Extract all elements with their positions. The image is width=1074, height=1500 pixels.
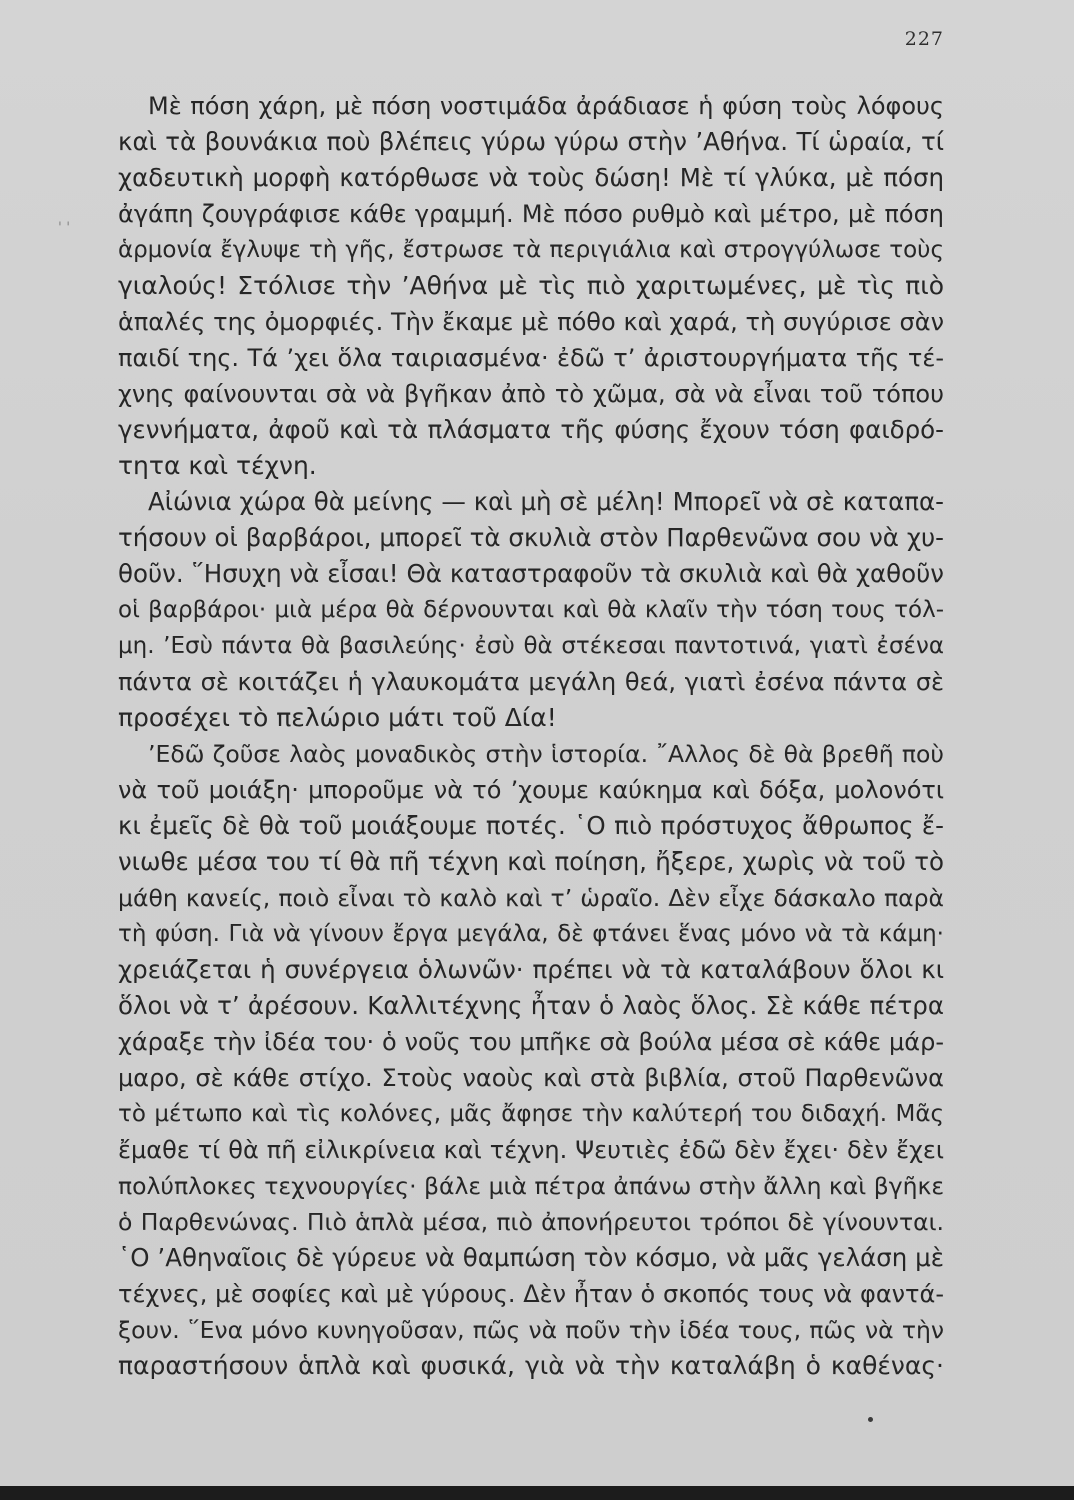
scan-edge-band [0, 1486, 1074, 1500]
text-line: ὅλοι νὰ τ’ ἀρέσουν. Καλλιτέχνης ἦταν ὁ λαὸς ὅλος. Σὲ κάθε πέτρα [118, 991, 944, 1020]
text-line: προσέχει τὸ πελώριο μάτι τοῦ Δία! [118, 703, 557, 732]
ink-dot [868, 1417, 873, 1422]
text-line: μαρο, σὲ κάθε στίχο. Στοὺς ναοὺς καὶ στὰ βιβλία, στοῦ Παρθενῶνα [118, 1064, 944, 1092]
page-number: 227 [904, 28, 944, 50]
text-line: ὁ Παρθενώνας. Πιὸ ἁπλὰ μέσα, πιὸ ἀπονήρευτοι τρόποι δὲ γίνουνται. [118, 1208, 944, 1236]
text-line: χρειάζεται ἡ συνέργεια ὁλωνῶν· πρέπει νὰ τὰ καταλάβουν ὅλοι κι [118, 955, 944, 984]
text-line: ἔμαθε τί θὰ πῆ εἰλικρίνεια καὶ τέχνη. Ψευτιὲς ἐδῶ δὲν ἔχει· δὲν ἔχει [118, 1136, 944, 1164]
text-line: παραστήσουν ἁπλὰ καὶ φυσικά, γιὰ νὰ τὴν καταλάβη ὁ καθένας· [118, 1351, 944, 1380]
text-line: γεννήματα, ἀφοῦ καὶ τὰ πλάσματα τῆς φύσης ἔχουν τόση φαιδρό- [118, 415, 944, 444]
text-line: ἁρμονία ἔγλυψε τὴ γῆς, ἔστρωσε τὰ περιγιάλια καὶ στρογγύλωσε τοὺς [118, 237, 944, 263]
text-line: χαδευτικὴ μορφὴ κατόρθωσε νὰ τοὺς δώση! Μὲ τί γλύκα, μὲ πόση [118, 163, 944, 192]
text-line: πολύπλοκες τεχνουργίες· βάλε μιὰ πέτρα ἀπάνω στὴν ἄλλη καὶ βγῆκε [118, 1172, 945, 1200]
margin-mark: ' ' [58, 220, 71, 236]
text-line: χάραξε τὴν ἰδέα του· ὁ νοῦς του μπῆκε σὰ βούλα μέσα σὲ κάθε μάρ- [118, 1028, 944, 1056]
text-line: οἱ βαρβάροι· μιὰ μέρα θὰ δέρνουνται καὶ θὰ κλαῖν τὴν τόση τους τόλ- [118, 597, 944, 623]
text-line: θοῦν. ῞Ησυχη νὰ εἶσαι! Θὰ καταστραφοῦν τὰ σκυλιὰ καὶ θὰ χαθοῦν [118, 559, 944, 588]
text-line: ξουν. ῞Ενα μόνο κυνηγοῦσαν, πῶς νὰ ποῦν τὴν ἰδέα τους, πῶς νὰ τὴν [118, 1316, 944, 1344]
text-line: τήσουν οἱ βαρβάροι, μπορεῖ τὰ σκυλιὰ στὸν Παρθενῶνα σου νὰ χυ- [118, 523, 944, 552]
text-line: ἁπαλές της ὀμορφιές. Τὴν ἔκαμε μὲ πόθο καὶ χαρά, τὴ συγύρισε σὰν [118, 308, 944, 336]
text-line: τὴ φύση. Γιὰ νὰ γίνουν ἔργα μεγάλα, δὲ φτάνει ἕνας μόνο νὰ τὰ κάμη· [118, 921, 944, 947]
text-line: νιωθε μέσα του τί θὰ πῆ τέχνη καὶ ποίηση, ἤξερε, χωρὶς νὰ τοῦ τὸ [118, 847, 944, 876]
text-line: πάντα σὲ κοιτάζει ἡ γλαυκομάτα μεγάλη θεά, γιατὶ ἐσένα πάντα σὲ [118, 668, 944, 696]
text-line: ῾Ο ’Αθηναῖοις δὲ γύρευε νὰ θαμπώση τὸν κόσμο, νὰ μᾶς γελάση μὲ [118, 1243, 944, 1272]
text-line: τὸ μέτωπο καὶ τὶς κολόνες, μᾶς ἄφησε τὴν καλύτερή του διδαχή. Μᾶς [118, 1101, 944, 1127]
text-line: τέχνες, μὲ σοφίες καὶ μὲ γύρους. Δὲν ἦταν ὁ σκοπός τους νὰ φαντά- [118, 1280, 944, 1308]
text-line: γιαλούς! Στόλισε τὴν ’Αθήνα μὲ τὶς πιὸ χαριτωμένες, μὲ τὶς πιὸ [118, 271, 944, 300]
text-line: καὶ τὰ βουνάκια ποὺ βλέπεις γύρω γύρω στὴν ’Αθήνα. Τί ὡραία, τί [118, 127, 944, 156]
text-line: χνης φαίνουνται σὰ νὰ βγῆκαν ἀπὸ τὸ χῶμα, σὰ νὰ εἶναι τοῦ τόπου [118, 380, 944, 408]
text-line: μη. ’Εσὺ πάντα θὰ βασιλεύης· ἐσὺ θὰ στέκεσαι παντοτινά, γιατὶ ἐσένα [118, 633, 944, 659]
text-line: Μὲ πόση χάρη, μὲ πόση νοστιμάδα ἀράδιασε ἡ φύση τοὺς λόφους [148, 92, 944, 120]
text-line: ’Εδῶ ζοῦσε λαὸς μοναδικὸς στὴν ἱστορία. ῎Αλλος δὲ θὰ βρεθῆ ποὺ [148, 740, 944, 768]
text-line: παιδί της. Τά ’χει ὅλα ταιριασμένα· ἐδῶ τ’ ἀριστουργήματα τῆς τέ- [118, 344, 944, 372]
text-line: Αἰώνια χώρα θὰ μείνης — καὶ μὴ σὲ μέλη! Μπορεῖ νὰ σὲ καταπα- [148, 487, 944, 516]
text-line: ἀγάπη ζουγράφισε κάθε γραμμή. Μὲ πόσο ρυθμὸ καὶ μέτρο, μὲ πόση [118, 200, 944, 228]
text-line: τητα καὶ τέχνη. [118, 451, 317, 480]
text-line: κι ἐμεῖς δὲ θὰ τοῦ μοιάξουμε ποτές. ῾Ο πιὸ πρόστυχος ἄθρωπος ἔ- [118, 811, 944, 840]
text-line: μάθη κανείς, ποιὸ εἶναι τὸ καλὸ καὶ τ’ ὡραῖο. Δὲν εἶχε δάσκαλο παρὰ [118, 884, 944, 912]
text-line: νὰ τοῦ μοιάξη· μποροῦμε νὰ τό ’χουμε καύκημα καὶ δόξα, μολονότι [118, 776, 944, 804]
